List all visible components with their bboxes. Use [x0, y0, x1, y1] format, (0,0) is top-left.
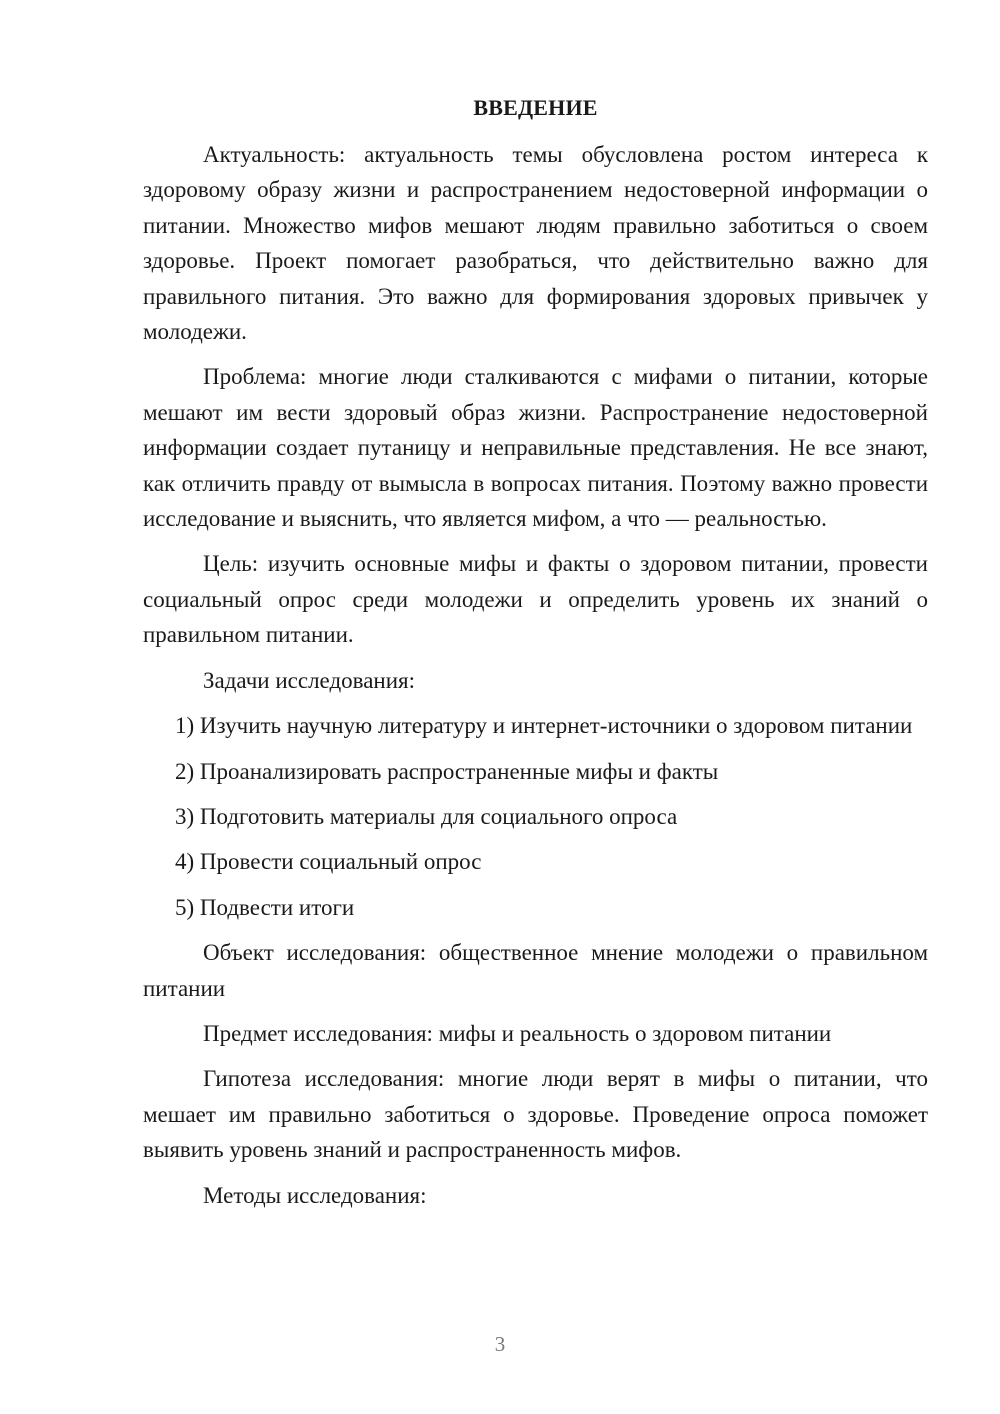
paragraph-hypothesis: Гипотеза исследования: многие люди верят в мифы о питании, что мешает им правильно заботиться о здоровье. Проведение опроса поможет выявить уровень знаний и распространенность мифов. — [143, 1066, 928, 1163]
page-number: 3 — [494, 1332, 506, 1356]
task-item: 4) Провести социальный опрос — [175, 849, 482, 875]
page-content — [143, 90, 928, 1223]
paragraph-relevance: Актуальность: актуальность темы обусловлена ростом интереса к здоровому образу жизни и распространением недостоверной информации о питании. Множество мифов мешают людям правильно заботиться о своем здоровье. Проект помогает разобраться, что действительно важно для правильного питания. Это важно для формирования здоровых привычек у молодежи. — [143, 142, 928, 345]
task-item: 5) Подвести итоги — [175, 894, 355, 920]
task-item: 2) Проанализировать распространенные мифы и факты — [175, 758, 719, 784]
paragraph-tasks-heading: Задачи исследования: — [203, 667, 416, 693]
paragraph-subject: Предмет исследования: мифы и реальность о здоровом питании — [203, 1020, 832, 1046]
task-item: 3) Подготовить материалы для социального опроса — [175, 803, 678, 829]
task-item: 1) Изучить научную литературу и интернет-источники о здоровом питании — [175, 713, 913, 739]
paragraph-methods-heading: Методы исследования: — [203, 1182, 427, 1208]
paragraph-problem: Проблема: многие люди сталкиваются с мифами о питании, которые мешают им вести здоровый образ жизни. Распространение недостоверной информации создает путаницу и неправильные представления. Не все знают, как отличить правду от вымысла в вопросах питания. Поэтому важно провести исследование и выяснить, что является мифом, а что — реальностью. — [143, 364, 928, 532]
paragraph-object: Объект исследования: общественное мнение молодежи о правильном питании — [143, 940, 928, 1001]
section-title: ВВЕДЕНИЕ — [473, 95, 598, 120]
paragraph-goal: Цель: изучить основные мифы и факты о здоровом питании, провести социальный опрос среди молодежи и определить уровень их знаний о правильном питании. — [143, 551, 928, 648]
